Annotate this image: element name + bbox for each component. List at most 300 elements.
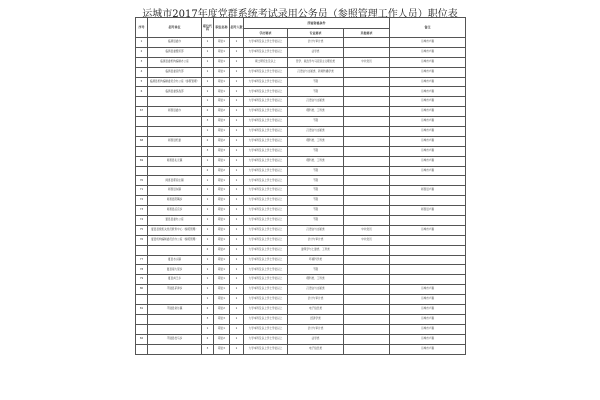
table-row bbox=[136, 67, 466, 77]
table-row bbox=[136, 87, 466, 97]
cell-code: 1 bbox=[202, 324, 214, 334]
cell-other bbox=[344, 146, 390, 156]
cell-other bbox=[344, 136, 390, 146]
cell-other bbox=[344, 67, 390, 77]
cell-code: 1 bbox=[202, 275, 214, 285]
cell-education: 大学本科及以上学士学位以上 bbox=[244, 117, 288, 127]
cell-seq: 2 bbox=[136, 47, 148, 57]
cell-other bbox=[344, 206, 390, 216]
header-remarks: 备注 bbox=[390, 18, 466, 38]
cell-seq bbox=[136, 166, 148, 176]
cell-position: 职位1 bbox=[214, 47, 230, 57]
cell-unit bbox=[148, 97, 202, 107]
cell-other bbox=[344, 196, 390, 206]
cell-other bbox=[344, 265, 390, 275]
cell-position: 职位1 bbox=[214, 225, 230, 235]
cell-education: 大学本科及以上学士学位以上 bbox=[244, 295, 288, 305]
cell-major: 环境科学类 bbox=[288, 255, 344, 265]
cell-unit: 临猗县委组织部 bbox=[148, 47, 202, 57]
table-row bbox=[136, 136, 466, 146]
cell-code: 2 bbox=[202, 334, 214, 344]
table-row bbox=[136, 107, 466, 117]
cell-seq: 82 bbox=[136, 334, 148, 344]
cell-major: 不限 bbox=[288, 176, 344, 186]
cell-remarks: 运城市户籍 bbox=[390, 47, 466, 57]
cell-major: 不限 bbox=[288, 265, 344, 275]
table-row bbox=[136, 186, 466, 196]
cell-position: 职位1 bbox=[214, 57, 230, 67]
cell-other bbox=[344, 275, 390, 285]
cell-count: 1 bbox=[230, 136, 244, 146]
cell-count: 1 bbox=[230, 107, 244, 117]
table-row bbox=[136, 275, 466, 285]
cell-unit: 临猗县委机构编制办公室 bbox=[148, 57, 202, 67]
cell-seq bbox=[136, 97, 148, 107]
cell-code: 1 bbox=[202, 156, 214, 166]
cell-education: 大学本科及以上学士学位以上 bbox=[244, 47, 288, 57]
cell-count: 1 bbox=[230, 117, 244, 127]
cell-unit bbox=[148, 127, 202, 137]
header-other: 其他要求 bbox=[344, 29, 390, 38]
cell-position: 职位3 bbox=[214, 117, 230, 127]
cell-major: 哲学、政治学与马克思主义理论类 bbox=[288, 57, 344, 67]
cell-position: 职位3 bbox=[214, 344, 230, 354]
cell-seq bbox=[136, 117, 148, 127]
cell-unit: 闻喜县后宫乡 bbox=[148, 206, 202, 216]
cell-major: 不限 bbox=[288, 166, 344, 176]
cell-code: 2 bbox=[202, 166, 214, 176]
cell-position: 职位1 bbox=[214, 206, 230, 216]
cell-code: 1 bbox=[202, 38, 214, 48]
table-row bbox=[136, 38, 466, 48]
cell-position: 职位1 bbox=[214, 265, 230, 275]
cell-count: 1 bbox=[230, 334, 244, 344]
cell-position: 职位1 bbox=[214, 255, 230, 265]
cell-seq bbox=[136, 324, 148, 334]
table-row bbox=[136, 216, 466, 226]
table-row bbox=[136, 285, 466, 295]
cell-remarks: 运城市户籍 bbox=[390, 97, 466, 107]
table-row bbox=[136, 206, 466, 216]
cell-unit: 闻喜县礼元镇 bbox=[148, 156, 202, 166]
table-row bbox=[136, 255, 466, 265]
cell-code: 1 bbox=[202, 196, 214, 206]
cell-other bbox=[344, 97, 390, 107]
cell-count: 1 bbox=[230, 57, 244, 67]
cell-major: 法学类 bbox=[288, 47, 344, 57]
cell-other bbox=[344, 166, 390, 176]
cell-other bbox=[344, 117, 390, 127]
cell-remarks: 运城市户籍 bbox=[390, 305, 466, 315]
cell-remarks: 运城市户籍 bbox=[390, 87, 466, 97]
cell-seq: 69 bbox=[136, 156, 148, 166]
cell-unit: 夏县禹王乡 bbox=[148, 275, 202, 285]
cell-count: 1 bbox=[230, 156, 244, 166]
cell-unit: 闻喜县委办 bbox=[148, 107, 202, 117]
cell-remarks: 运城市户籍 bbox=[390, 67, 466, 77]
table-body bbox=[136, 38, 466, 355]
cell-count: 1 bbox=[230, 47, 244, 57]
cell-major: 汉语言与文秘类 bbox=[288, 225, 344, 235]
table-row bbox=[136, 57, 466, 67]
cell-seq: 78 bbox=[136, 265, 148, 275]
cell-remarks: 运城市户籍 bbox=[390, 136, 466, 146]
cell-other bbox=[344, 216, 390, 226]
cell-unit bbox=[148, 324, 202, 334]
cell-code: 2 bbox=[202, 136, 214, 146]
cell-education: 大学本科及以上学士学位以上 bbox=[244, 97, 288, 107]
cell-remarks: 运城市户籍 bbox=[390, 225, 466, 235]
cell-code: 1 bbox=[202, 265, 214, 275]
cell-count: 1 bbox=[230, 314, 244, 324]
cell-unit: 闻喜县纪委 bbox=[148, 136, 202, 146]
cell-count: 1 bbox=[230, 344, 244, 354]
cell-education: 大学本科及以上学士学位以上 bbox=[244, 67, 288, 77]
cell-count: 1 bbox=[230, 176, 244, 186]
cell-education: 大学本科及以上学士学位以上 bbox=[244, 156, 288, 166]
cell-position: 职位1 bbox=[214, 97, 230, 107]
table-row bbox=[136, 196, 466, 206]
cell-code: 1 bbox=[202, 186, 214, 196]
cell-seq: 76 bbox=[136, 235, 148, 245]
cell-other bbox=[344, 334, 390, 344]
cell-unit bbox=[148, 245, 202, 255]
cell-other: 中共党员 bbox=[344, 57, 390, 67]
cell-count: 1 bbox=[230, 87, 244, 97]
cell-count: 1 bbox=[230, 206, 244, 216]
cell-code: 1 bbox=[202, 285, 214, 295]
cell-remarks bbox=[390, 235, 466, 245]
cell-major: 建筑学与土建类、工科类 bbox=[288, 245, 344, 255]
cell-education: 大学本科及以上学士学位以上 bbox=[244, 344, 288, 354]
cell-other bbox=[344, 176, 390, 186]
cell-count: 1 bbox=[230, 245, 244, 255]
cell-code: 1 bbox=[202, 47, 214, 57]
cell-major: 会计与审计类 bbox=[288, 295, 344, 305]
cell-code: 3 bbox=[202, 146, 214, 156]
cell-unit: 夏县水头镇 bbox=[148, 255, 202, 265]
cell-seq: 77 bbox=[136, 255, 148, 265]
cell-seq: 73 bbox=[136, 206, 148, 216]
cell-position: 职位2 bbox=[214, 334, 230, 344]
table-row bbox=[136, 176, 466, 186]
cell-unit bbox=[148, 146, 202, 156]
cell-major: 不限 bbox=[288, 117, 344, 127]
cell-unit: 闻喜县郭家庄镇 bbox=[148, 176, 202, 186]
cell-seq bbox=[136, 245, 148, 255]
cell-code: 1 bbox=[202, 225, 214, 235]
cell-seq: 79 bbox=[136, 275, 148, 285]
cell-education: 大学本科及以上学士学位以上 bbox=[244, 265, 288, 275]
cell-education: 大学本科及以上学士学位以上 bbox=[244, 305, 288, 315]
cell-position: 职位1 bbox=[214, 156, 230, 166]
cell-seq: 74 bbox=[136, 216, 148, 226]
cell-major: 经济学类 bbox=[288, 314, 344, 324]
cell-seq: 80 bbox=[136, 285, 148, 295]
cell-code: 1 bbox=[202, 176, 214, 186]
cell-unit: 平陆县茅津乡 bbox=[148, 285, 202, 295]
cell-major: 汉语言与文秘类 bbox=[288, 127, 344, 137]
cell-remarks: 运城市户籍 bbox=[390, 38, 466, 48]
cell-education: 大学本科及以上学士学位以上 bbox=[244, 216, 288, 226]
cell-code: 3 bbox=[202, 344, 214, 354]
cell-remarks: 运城市户籍 bbox=[390, 77, 466, 87]
cell-position: 职位3 bbox=[214, 314, 230, 324]
cell-education: 大学本科及以上学士学位以上 bbox=[244, 275, 288, 285]
cell-education: 大学本科及以上学士学位以上 bbox=[244, 314, 288, 324]
positions-table bbox=[135, 17, 466, 355]
header-code: 职位代码 bbox=[202, 18, 214, 38]
cell-unit bbox=[148, 117, 202, 127]
cell-code: 1 bbox=[202, 57, 214, 67]
cell-major: 汉语言与文秘类 bbox=[288, 285, 344, 295]
cell-count: 1 bbox=[230, 196, 244, 206]
cell-code: 1 bbox=[202, 77, 214, 87]
table-row bbox=[136, 47, 466, 57]
cell-major: 汉语言与文秘类 bbox=[288, 97, 344, 107]
cell-count: 1 bbox=[230, 235, 244, 245]
cell-remarks: 运城市户籍 bbox=[390, 57, 466, 67]
cell-seq bbox=[136, 314, 148, 324]
cell-unit: 闻喜县阳隅乡 bbox=[148, 196, 202, 206]
cell-major: 法学类 bbox=[288, 334, 344, 344]
cell-major: 理科类、工科类 bbox=[288, 107, 344, 117]
cell-other bbox=[344, 186, 390, 196]
cell-major: 理科类、工科类 bbox=[288, 156, 344, 166]
table-row bbox=[136, 166, 466, 176]
cell-other bbox=[344, 255, 390, 265]
cell-education: 大学本科及以上学士学位以上 bbox=[244, 245, 288, 255]
cell-seq bbox=[136, 146, 148, 156]
cell-remarks: 运城市户籍 bbox=[390, 166, 466, 176]
cell-position: 职位1 bbox=[214, 275, 230, 285]
cell-remarks: 闻喜县户籍 bbox=[390, 206, 466, 216]
cell-count: 1 bbox=[230, 305, 244, 315]
document-title: 运城市2017年度党群系统考试录用公务员（参照管理工作人员）职位表 bbox=[142, 9, 458, 20]
cell-seq bbox=[136, 295, 148, 305]
cell-position: 职位1 bbox=[214, 186, 230, 196]
cell-other bbox=[344, 285, 390, 295]
cell-education: 大学本科及以上学士学位以上 bbox=[244, 127, 288, 137]
cell-code: 2 bbox=[202, 245, 214, 255]
cell-other bbox=[344, 87, 390, 97]
cell-code: 1 bbox=[202, 87, 214, 97]
cell-remarks bbox=[390, 245, 466, 255]
cell-education: 大学本科及以上学士学位以上 bbox=[244, 38, 288, 48]
cell-position: 职位1 bbox=[214, 38, 230, 48]
cell-education: 大学本科及以上学士学位以上 bbox=[244, 196, 288, 206]
table-row bbox=[136, 265, 466, 275]
cell-position: 职位2 bbox=[214, 305, 230, 315]
cell-remarks bbox=[390, 265, 466, 275]
cell-count: 1 bbox=[230, 186, 244, 196]
cell-education: 大学本科及以上学士学位以上 bbox=[244, 136, 288, 146]
cell-remarks: 运城市户籍 bbox=[390, 295, 466, 305]
cell-remarks: 运城市户籍 bbox=[390, 117, 466, 127]
cell-seq: 1 bbox=[136, 38, 148, 48]
cell-position: 职位1 bbox=[214, 87, 230, 97]
cell-code: 3 bbox=[202, 314, 214, 324]
cell-remarks: 闻喜县户籍 bbox=[390, 186, 466, 196]
cell-unit: 闻喜县东镇 bbox=[148, 186, 202, 196]
cell-code: 1 bbox=[202, 295, 214, 305]
cell-major: 不限 bbox=[288, 196, 344, 206]
table-row bbox=[136, 156, 466, 166]
cell-other bbox=[344, 127, 390, 137]
cell-seq: 72 bbox=[136, 196, 148, 206]
cell-major: 会计与审计类 bbox=[288, 38, 344, 48]
cell-count: 1 bbox=[230, 265, 244, 275]
cell-major: 理科类、工科类 bbox=[288, 275, 344, 285]
cell-remarks: 运城市户籍 bbox=[390, 334, 466, 344]
table-row bbox=[136, 117, 466, 127]
cell-remarks: 运城市户籍 bbox=[390, 285, 466, 295]
table-row bbox=[136, 344, 466, 354]
cell-education: 大学本科及以上学士学位以上 bbox=[244, 146, 288, 156]
cell-position: 职位1 bbox=[214, 67, 230, 77]
cell-code: 3 bbox=[202, 117, 214, 127]
cell-remarks: 运城市户籍 bbox=[390, 344, 466, 354]
header-position: 职位名称 bbox=[214, 18, 230, 38]
cell-count: 1 bbox=[230, 127, 244, 137]
cell-code: 1 bbox=[202, 235, 214, 245]
cell-seq bbox=[136, 127, 148, 137]
cell-position: 职位2 bbox=[214, 245, 230, 255]
cell-seq: 5 bbox=[136, 77, 148, 87]
cell-position: 职位2 bbox=[214, 107, 230, 117]
cell-position: 职位2 bbox=[214, 136, 230, 146]
cell-count: 1 bbox=[230, 255, 244, 265]
header-education: 学历要求 bbox=[244, 29, 288, 38]
cell-unit: 平陆县杜马乡 bbox=[148, 334, 202, 344]
cell-other bbox=[344, 324, 390, 334]
cell-education: 大学本科及以上学士学位以上 bbox=[244, 77, 288, 87]
cell-major: 电子信息类 bbox=[288, 305, 344, 315]
cell-unit: 临猗县委统战部 bbox=[148, 87, 202, 97]
table-row bbox=[136, 97, 466, 107]
cell-major: 不限 bbox=[288, 186, 344, 196]
cell-other bbox=[344, 344, 390, 354]
cell-other bbox=[344, 107, 390, 117]
table-row bbox=[136, 225, 466, 235]
table-row bbox=[136, 295, 466, 305]
cell-count: 1 bbox=[230, 146, 244, 156]
cell-code: 1 bbox=[202, 206, 214, 216]
cell-education: 大学本科及以上学士学位以上 bbox=[244, 324, 288, 334]
cell-major: 不限 bbox=[288, 216, 344, 226]
header-major: 专业要求 bbox=[288, 29, 344, 38]
table-header bbox=[136, 18, 466, 38]
cell-position: 职位1 bbox=[214, 196, 230, 206]
cell-code: 1 bbox=[202, 97, 214, 107]
cell-unit: 临猗县委办 bbox=[148, 38, 202, 48]
cell-code: 1 bbox=[202, 255, 214, 265]
cell-education: 大学本科及以上学士学位以上 bbox=[244, 186, 288, 196]
cell-education: 大学本科及以上学士学位以上 bbox=[244, 166, 288, 176]
cell-unit bbox=[148, 295, 202, 305]
cell-count: 1 bbox=[230, 324, 244, 334]
cell-position: 职位1 bbox=[214, 285, 230, 295]
cell-unit bbox=[148, 166, 202, 176]
table-row bbox=[136, 77, 466, 87]
cell-unit: 临猗县委宣传部 bbox=[148, 67, 202, 77]
cell-education: 大学本科及以上学士学位以上 bbox=[244, 225, 288, 235]
cell-seq: 6 bbox=[136, 87, 148, 97]
cell-unit bbox=[148, 344, 202, 354]
cell-other bbox=[344, 38, 390, 48]
cell-education: 大学本科及以上学士学位以上 bbox=[244, 176, 288, 186]
cell-major: 电子信息类 bbox=[288, 344, 344, 354]
cell-remarks: 运城市户籍 bbox=[390, 146, 466, 156]
table-row bbox=[136, 334, 466, 344]
cell-other bbox=[344, 77, 390, 87]
cell-education: 硕士研究生及以上 bbox=[244, 57, 288, 67]
cell-seq: 4 bbox=[136, 67, 148, 77]
cell-unit: 夏县南大里乡 bbox=[148, 265, 202, 275]
cell-education: 大学本科及以上学士学位以上 bbox=[244, 334, 288, 344]
header-qualifications: 所需资格条件 bbox=[244, 18, 390, 29]
cell-count: 1 bbox=[230, 97, 244, 107]
cell-count: 1 bbox=[230, 285, 244, 295]
cell-other bbox=[344, 156, 390, 166]
cell-remarks: 运城市户籍 bbox=[390, 314, 466, 324]
cell-remarks: 运城市户籍 bbox=[390, 127, 466, 137]
cell-seq: 70 bbox=[136, 176, 148, 186]
cell-remarks bbox=[390, 176, 466, 186]
table-row bbox=[136, 305, 466, 315]
cell-unit: 夏县机构编制委员会办公室（参照管理） bbox=[148, 235, 202, 245]
cell-seq: 81 bbox=[136, 305, 148, 315]
cell-unit bbox=[148, 314, 202, 324]
cell-unit: 夏县县委办公室 bbox=[148, 216, 202, 226]
cell-unit: 平陆县常乐镇 bbox=[148, 305, 202, 315]
cell-remarks bbox=[390, 196, 466, 206]
cell-position: 职位1 bbox=[214, 176, 230, 186]
cell-major: 不限 bbox=[288, 87, 344, 97]
header-unit: 招考单位 bbox=[148, 18, 202, 38]
cell-major: 会计与审计类 bbox=[288, 324, 344, 334]
cell-major: 会计与审计类 bbox=[288, 235, 344, 245]
table-row bbox=[136, 146, 466, 156]
cell-position: 职位1 bbox=[214, 127, 230, 137]
cell-remarks bbox=[390, 275, 466, 285]
table-row bbox=[136, 245, 466, 255]
cell-other bbox=[344, 314, 390, 324]
cell-other: 中共党员 bbox=[344, 235, 390, 245]
cell-seq: 71 bbox=[136, 186, 148, 196]
cell-count: 1 bbox=[230, 216, 244, 226]
cell-position: 职位1 bbox=[214, 216, 230, 226]
cell-position: 职位1 bbox=[214, 235, 230, 245]
cell-count: 1 bbox=[230, 275, 244, 285]
cell-seq: 67 bbox=[136, 107, 148, 117]
table-row bbox=[136, 127, 466, 137]
cell-seq: 68 bbox=[136, 136, 148, 146]
cell-education: 大学本科及以上学士学位以上 bbox=[244, 206, 288, 216]
header-count: 招考人数 bbox=[230, 18, 244, 38]
cell-seq: 75 bbox=[136, 225, 148, 235]
cell-remarks bbox=[390, 255, 466, 265]
header-seq: 序号 bbox=[136, 18, 148, 38]
cell-education: 大学本科及以上学士学位以上 bbox=[244, 255, 288, 265]
cell-code: 1 bbox=[202, 216, 214, 226]
cell-position: 职位1 bbox=[214, 77, 230, 87]
cell-remarks: 运城市户籍 bbox=[390, 156, 466, 166]
cell-education: 大学本科及以上学士学位以上 bbox=[244, 87, 288, 97]
cell-count: 1 bbox=[230, 77, 244, 87]
document-page bbox=[135, 0, 465, 400]
cell-other: 中共党员 bbox=[344, 225, 390, 235]
